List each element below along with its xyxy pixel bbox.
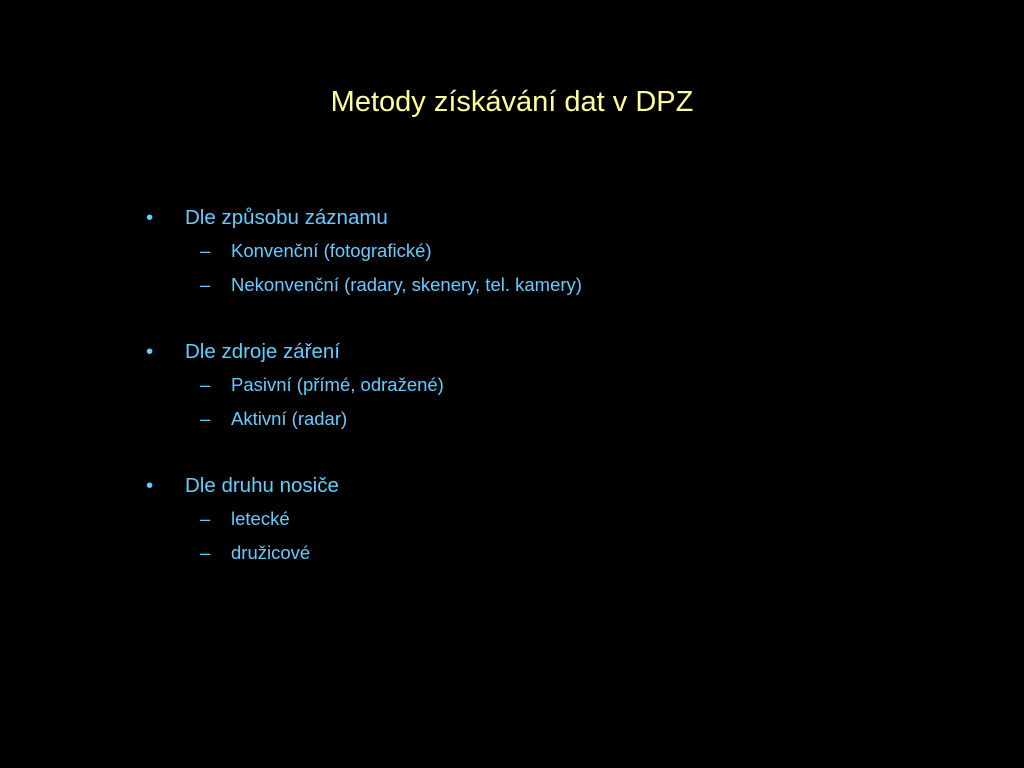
sub-bullet-label: letecké [231,508,290,529]
dash-icon: – [200,508,211,529]
sub-bullet-label: Pasivní (přímé, odražené) [231,374,444,395]
bullet-label: Dle druhu nosiče [185,474,339,497]
bullet-dot-icon: • [146,340,154,363]
bullet-item [140,470,900,502]
bullet-dot-icon: • [146,206,154,229]
dash-icon: – [200,374,211,395]
bullet-group-recording-method [140,202,900,302]
dash-icon: – [200,274,211,295]
bullet-dot-icon: • [146,474,154,497]
dash-icon: – [200,240,211,261]
sub-bullet-item [140,368,900,402]
slide-title: Metody získávání dat v DPZ [330,86,694,118]
sub-bullet-label: Nekonvenční (radary, skenery, tel. kamery) [231,274,582,295]
bullet-label: Dle způsobu záznamu [185,206,388,229]
bullet-group-carrier-type [140,470,900,570]
bullet-group-radiation-source [140,336,900,436]
sub-bullet-label: Konvenční (fotografické) [231,240,432,261]
sub-bullet-label: družicové [231,542,311,563]
bullet-list [140,202,900,604]
sub-bullet-item [140,402,900,436]
sub-bullet-item [140,268,900,302]
dash-icon: – [200,542,211,563]
sub-bullet-item [140,502,900,536]
bullet-label: Dle zdroje záření [185,340,340,363]
bullet-item [140,202,900,234]
sub-bullet-item [140,536,900,570]
dash-icon: – [200,408,211,429]
sub-bullet-item [140,234,900,268]
sub-bullet-label: Aktivní (radar) [231,408,348,429]
bullet-item [140,336,900,368]
